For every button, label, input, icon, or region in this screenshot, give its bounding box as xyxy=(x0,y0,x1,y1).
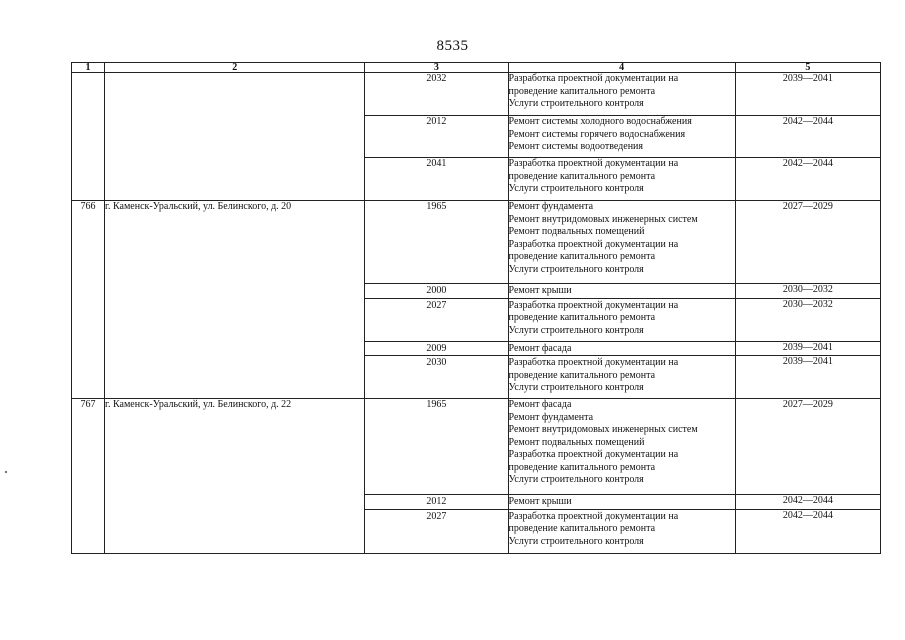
work-item: Разработка проектной документации на xyxy=(508,510,679,522)
work-item: проведение капитального ремонта xyxy=(508,312,656,323)
address-cell xyxy=(105,73,365,201)
work-item: Ремонт фасада xyxy=(508,342,572,354)
work-cell xyxy=(508,509,735,553)
row-number-cell: 767 xyxy=(72,399,105,554)
address-cell: г. Каменск-Уральский, ул. Белинского, д. 22 xyxy=(105,399,365,554)
period-cell: 2030—2032 xyxy=(735,284,880,299)
work-cell xyxy=(508,399,735,495)
year-cell: 2012 xyxy=(365,495,508,510)
work-cell xyxy=(508,116,735,158)
work-item: Ремонт фасада xyxy=(508,399,572,410)
period-cell: 2030—2032 xyxy=(735,298,880,341)
work-cell xyxy=(508,495,735,510)
work-item: Ремонт фундамента xyxy=(508,201,594,212)
work-item: проведение капитального ремонта xyxy=(508,461,656,473)
period-cell: 2039—2041 xyxy=(735,341,880,356)
work-item: проведение капитального ремонта xyxy=(508,170,656,182)
header-col-5: 5 xyxy=(735,63,880,73)
work-item: Ремонт системы холодного водоснабжения xyxy=(508,116,692,127)
scan-speck xyxy=(5,471,7,473)
period-cell: 2042—2044 xyxy=(735,495,880,510)
period-cell: 2042—2044 xyxy=(735,509,880,553)
work-item: Услуги строительного контроля xyxy=(508,474,644,485)
work-item: Услуги строительного контроля xyxy=(508,263,644,275)
work-cell xyxy=(508,73,735,116)
row-number-cell: 766 xyxy=(72,201,105,399)
period-cell: 2039—2041 xyxy=(735,73,880,116)
work-cell xyxy=(508,298,735,341)
work-item: Услуги строительного контроля xyxy=(508,98,644,109)
work-item: Ремонт внутридомовых инженерных систем xyxy=(508,424,698,435)
period-cell: 2039—2041 xyxy=(735,356,880,399)
work-item: Ремонт системы водоотведения xyxy=(508,141,644,152)
year-cell: 1965 xyxy=(365,201,508,284)
work-item: Ремонт крыши xyxy=(508,496,572,507)
work-item: Услуги строительного контроля xyxy=(508,535,644,547)
header-row xyxy=(72,63,881,73)
work-item: Разработка проектной документации на xyxy=(508,158,679,169)
year-cell: 2027 xyxy=(365,509,508,553)
year-cell: 2000 xyxy=(365,284,508,299)
work-item: Ремонт крыши xyxy=(508,285,572,296)
table-row xyxy=(72,73,881,116)
work-item: проведение капитального ремонта xyxy=(508,251,656,262)
work-item: Ремонт подвальных помещений xyxy=(508,436,645,448)
page-number: 8535 xyxy=(436,38,469,54)
year-cell: 2009 xyxy=(365,341,508,356)
work-item: Ремонт фундамента xyxy=(508,411,594,423)
year-cell: 2030 xyxy=(365,356,508,399)
year-cell: 2032 xyxy=(365,73,508,116)
work-item: Разработка проектной документации на xyxy=(508,449,679,460)
period-cell: 2042—2044 xyxy=(735,158,880,201)
period-cell: 2042—2044 xyxy=(735,116,880,158)
year-cell: 2012 xyxy=(365,116,508,158)
work-item: Услуги строительного контроля xyxy=(508,324,644,336)
work-item: Ремонт системы горячего водоснабжения xyxy=(508,128,686,140)
work-cell xyxy=(508,356,735,399)
work-item: Разработка проектной документации на xyxy=(508,238,679,250)
year-cell: 2041 xyxy=(365,158,508,201)
header-col-1: 1 xyxy=(72,63,105,73)
work-item: Разработка проектной документации на xyxy=(508,73,679,84)
work-item: проведение капитального ремонта xyxy=(508,85,656,97)
work-item: Услуги строительного контроля xyxy=(508,382,644,393)
period-cell: 2027—2029 xyxy=(735,201,880,284)
work-cell xyxy=(508,284,735,299)
work-item: Ремонт подвальных помещений xyxy=(508,226,645,237)
header-col-3: 3 xyxy=(365,63,508,73)
capital-repair-schedule-table xyxy=(71,62,881,554)
work-cell xyxy=(508,158,735,201)
year-cell: 2027 xyxy=(365,298,508,341)
table-row xyxy=(72,399,881,495)
work-item: Разработка проектной документации на xyxy=(508,357,679,368)
work-item: проведение капитального ремонта xyxy=(508,523,656,534)
period-cell: 2027—2029 xyxy=(735,399,880,495)
table-body xyxy=(72,73,881,554)
row-number-cell xyxy=(72,73,105,201)
work-cell xyxy=(508,341,735,356)
table-row xyxy=(72,201,881,284)
work-item: проведение капитального ремонта xyxy=(508,369,656,381)
address-cell: г. Каменск-Уральский, ул. Белинского, д. 20 xyxy=(105,201,365,399)
header-col-2: 2 xyxy=(105,63,365,73)
table-header xyxy=(72,63,881,73)
work-item: Ремонт внутридомовых инженерных систем xyxy=(508,213,698,225)
work-cell xyxy=(508,201,735,284)
work-item: Услуги строительного контроля xyxy=(508,183,644,194)
work-item: Разработка проектной документации на xyxy=(508,299,679,311)
header-col-4: 4 xyxy=(508,63,735,73)
year-cell: 1965 xyxy=(365,399,508,495)
